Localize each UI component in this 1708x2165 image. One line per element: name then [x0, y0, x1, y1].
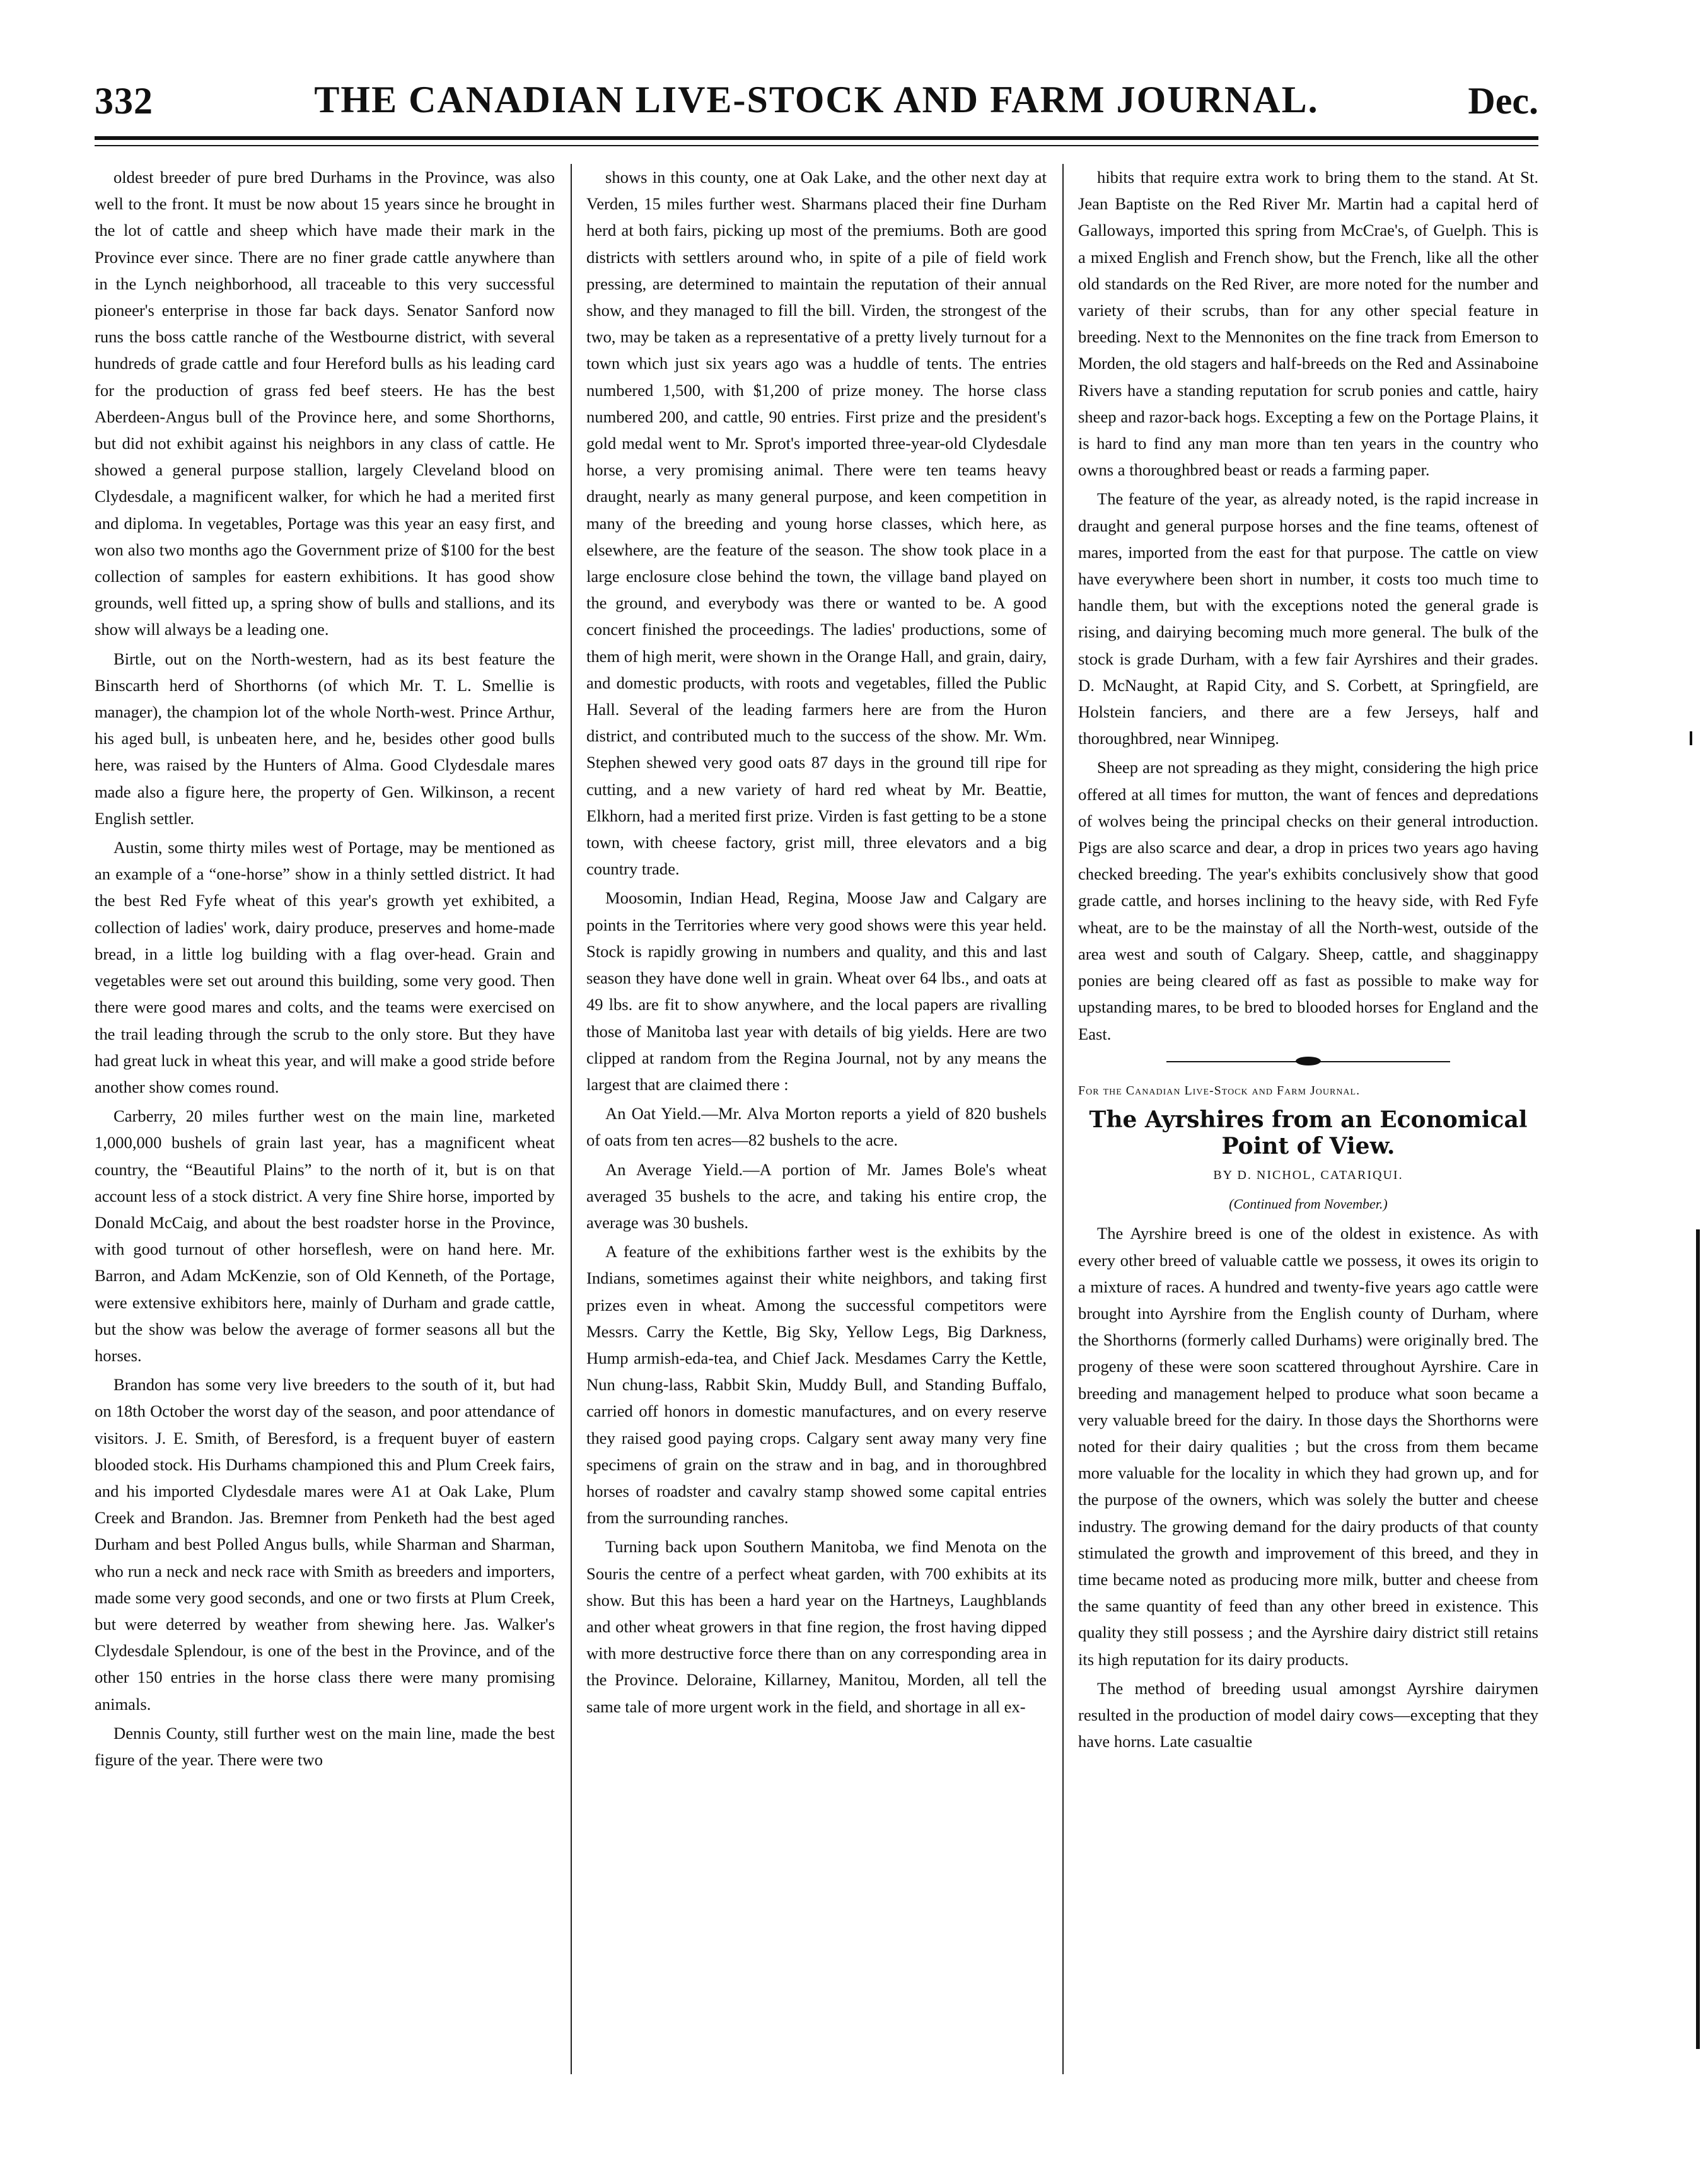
ornament	[1296, 1057, 1321, 1065]
paragraph: The method of breeding usual amongst Ayrshire dairymen resulted in the production of model dairy cows—excepting that they have horns. Late casualtie	[1078, 1678, 1538, 1751]
quoted-item: An Average Yield.—A portion of Mr. James Bole's wheat averaged 35 bushels to the acre, and taking his entire crop, the average was 30 bushels.	[586, 1159, 1047, 1232]
page-number: 332	[95, 80, 153, 122]
paragraph: Sheep are not spreading as they might, considering the high price offered at all times for mutton, the want of fences and depredations of wolves being the principal checks on their general introduction. Pigs are also scarce and dear, a drop in prices two years ago having checked breeding. The year's exhibits conclusively show that good grade cattle, and horses inclining to the heavy side, with Red Fyfe wheat, are to be the mainstay of all the North-west, outside of the area west and south of Calgary. Sheep, cattle, and shagginappy ponies are being cleared off as fast as possible to make way for upstanding mares, to be bred to blooded horses for England and the East.	[1078, 758, 1538, 1043]
page-header	[95, 76, 1538, 126]
paragraph: Carberry, 20 miles further west on the main line, marketed 1,000,000 bushels of grain last year, has a magnificent wheat country, the “Beautiful Plains” to the north of it, but is on that account less of a stock district. A very fine Shire horse, imported by Donald McCaig, and about the best roadster horse in the Province, with good turnout of other horseflesh, were on hand here. Mr. Barron, and Adam McKenzie, son of Old Kenneth, of the Portage, were extensive exhibitors here, mainly of Durham and grade cattle, but the show was below the average of former seasons all but the horses.	[95, 1106, 555, 1365]
paragraph: hibits that require extra work to bring them to the stand. At St. Jean Baptiste on the Red River Mr. Martin had a capital herd of Galloways, imported this spring from McCrae's, of Guelph. This is a mixed English and French show, but the French, like all the other old standards on the Red River, are more noted for the number and variety of their scrubs, than for any other special feature in breeding. Next to the Mennonites on the fine track from Emerson to Morden, the old stagers and half-breeds on the Red and Assinaboine Rivers have a standing reputation for scrub ponies and cattle, hairy sheep and razor-back hogs. Excepting a few on the Portage Plains, it is hard to find any man more than ten years in the country who owns a thoroughbred beast or reads a farming paper.	[1078, 168, 1538, 480]
paragraph: shows in this county, one at Oak Lake, and the other next day at Verden, 15 miles further west. Sharmans placed their fine Durham herd at both fairs, picking up most of the premiums. Both are good districts with settlers around who, in spite of a pile of field work pressing, are determined to maintain the reputation of their annual show, and they managed to fill the bill. Virden, the strongest of the two, may be taken as a representative of a pretty lively turnout for a town which just six years ago was a huddle of tents. The entries numbered 1,500, with $1,200 of prize money. The horse class numbered 200, and cattle, 90 entries. First prize and the president's gold medal went to Mr. Sprot's imported three-year-old Clydesdale horse, a very promising animal. There were ten teams heavy draught, nearly as many general purpose, and keen competition in many of the breeding and young horse classes, which here, as elsewhere, are the feature of the season. The show took place in a large enclosure close behind the town, the village band played on the ground, and everybody was there or wanted to be. A good concert finished the proceedings. The ladies' productions, some of them of high merit, were shown in the Orange Hall, and grain, dairy, and domestic products, with roots and vegetables, filled the Public Hall. Several of the leading farmers here are from the Huron district, and contributed much to the success of the show. Mr. Wm. Stephen shewed very good oats 87 days in the ground till ripe for cutting, and a new variety of hard red wheat by Mr. Beattie, Elkhorn, had a merited first prize. Virden is fast getting to be a stone town, with cheese factory, grist mill, three elevators and a big country trade.	[586, 168, 1047, 879]
article-byline: BY D. NICHOL, CATARIQUI.	[1213, 1168, 1403, 1182]
paragraph: Turning back upon Southern Manitoba, we find Menota on the Souris the centre of a perfect wheat garden, with 700 exhibits at its show. But this has been a hard year on the Hartneys, Laughblands and other wheat growers in that fine region, the frost having dipped with more destructive force there than on any corresponding area in the Province. Deloraine, Killarney, Manitou, Morden, all tell the same tale of more urgent work in the field, and shortage in all ex-	[586, 1537, 1047, 1716]
column-2	[586, 164, 1047, 1720]
paragraph: Birtle, out on the North-western, had as its best feature the Binscarth herd of Shorthorns (of which Mr. T. L. Smellie is manager), the champion lot of the whole North-west. Prince Arthur, his aged bull, is unbeaten here, and he, besides other good bulls here, was raised by the Hunters of Alma. Good Clydesdale mares made also a figure here, the property of Gen. Wilkinson, a recent English settler.	[95, 649, 555, 828]
paragraph: Dennis County, still further west on the main line, made the best figure of the year. There were two	[95, 1723, 555, 1769]
paragraph: Brandon has some very live breeders to the south of it, but had on 18th October the worst day of the season, and poor attendance of visitors. J. E. Smith, of Beresford, is a frequent buyer of eastern blooded stock. His Durhams championed this and Plum Creek fairs, and his imported Clydesdale mares were A1 at Oak Lake, Plum Creek and Brandon. Jas. Bremner from Penketh had the best aged Durham and best Polled Angus bulls, while Sharman and Sharman, who run a neck and neck race with Smith as breeders and importers, made some very good seconds, and one or two firsts at Plum Creek, but were deterred by weather from shewing here. Jas. Walker's Clydesdale Splendour, is one of the best in the Province, and of the other 150 entries in the horse class there were many promising animals.	[95, 1375, 555, 1714]
paragraph: A feature of the exhibitions farther west is the exhibits by the Indians, sometimes against their white neighbors, and taking first prizes even in wheat. Among the successful competitors were Messrs. Carry the Kettle, Big Sky, Yellow Legs, Big Darkness, Hump armish-eda-tea, and Chief Jack. Mesdames Carry the Kettle, Nun chung-lass, Rabbit Skin, Muddy Bull, and Standing Buffalo, carried off honors in domestic manufactures, and on every reserve they raised good paying crops. Calgary sent away many very fine specimens of grain on the straw and in bag, and in thoroughbred horses of roadster and cavalry stamp showed some capital entries from the surrounding ranches.	[586, 1242, 1047, 1528]
paragraph: Austin, some thirty miles west of Portage, may be mentioned as an example of a “one-horse” show in a thinly settled district. It had the best Red Fyfe wheat of this year's growth yet exhibited, a collection of ladies' work, dairy produce, preserves and home-made bread, in a little log building with a flag over-head. Grain and vegetables were set out around this building, some very good. Then there were good mares and colts, and the teams were exercised on the trail leading through the scrub to the only store. But they have had great luck in wheat this year, and will make a good stride before another show comes round.	[95, 838, 555, 1096]
article-title: The Ayrshires from an Economical Point of View.	[1089, 1106, 1528, 1159]
continued-note: (Continued from November.)	[1229, 1196, 1388, 1212]
section-separator	[1078, 1051, 1538, 1072]
header-rule-thin	[95, 145, 1538, 146]
header-rule-thick	[95, 136, 1538, 140]
paragraph: Moosomin, Indian Head, Regina, Moose Jaw and Calgary are points in the Territories where very good shows were this year held. Stock is rapidly growing in numbers and quality, and this and last season they have done well in grain. Wheat over 64 lbs., and oats at 49 lbs. are fit to show anywhere, and the local papers are rivalling those of Manitoba last year with details of big yields. Here are two clipped at random from the Regina Journal, not by any means the largest that are claimed there :	[586, 888, 1047, 1094]
quoted-item: An Oat Yield.—Mr. Alva Morton reports a yield of 820 bushels of oats from ten acres—82 bushels to the acre.	[586, 1104, 1047, 1150]
scan-edge-mark	[1690, 731, 1692, 745]
scan-edge-bar	[1696, 1229, 1700, 2049]
paragraph: The feature of the year, as already noted, is the rapid increase in draught and general purpose horses and the fine teams, oftenest of mares, imported from the east for that purpose. The cattle on view have everywhere been short in number, it costs too much time to handle them, but with the exceptions noted the general grade is rising, and dairying becoming much more general. The bulk of the stock is grade Durham, with a few fair Ayrshires and their grades. D. McNaught, at Rapid City, and S. Corbett, at Springfield, are Holstein fanciers, and there are a few Jerseys, half and thoroughbred, near Winnipeg.	[1078, 489, 1538, 748]
paragraph: The Ayrshire breed is one of the oldest in existence. As with every other breed of valuable cattle we possess, it owes its origin to a mixture of races. A hundred and twenty-five years ago cattle were brought into Ayrshire from the English county of Durham, where the Shorthorns (formerly called Durhams) were originally bred. The progeny of these were soon scattered throughout Ayrshire. Care in breeding and management helped to produce what soon became a very valuable breed for the dairy. In those days the Shorthorns were noted for their dairy qualities ; but the cross from them became more valuable for the locality in which they had grown up, and for the purpose of the owners, which was solely the butter and cheese industry. The growing demand for the dairy products of that county stimulated the growth and improvement of this breed, and they in time became noted as producing more milk, butter and cheese from the same quantity of feed than any other breed in existence. This quality they still possess ; and the Ayrshire dairy district still retains its high reputation for its dairy products.	[1078, 1224, 1538, 1669]
paragraph: oldest breeder of pure bred Durhams in the Province, was also well to the front. It must be now about 15 years since he brought in the lot of cattle and sheep which have made their mark in the Province ever since. There are no finer grade cattle anywhere than in the Lynch neighborhood, all traceable to this very successful pioneer's enterprise in those far back days. Senator Sanford now runs the boss cattle ranche of the Westbourne district, with several hundreds of grade cattle and four Hereford bulls as his leading card for the production of grass fed beef steers. He has the best Aberdeen-Angus bull of the Province here, and some Shorthorns, but did not exhibit against his neighbors in any class of cattle. He showed a general purpose stallion, largely Cleveland blood on Clydesdale, a magnificent walker, for which he had a merited first and diploma. In vegetables, Portage was this year an easy first, and won also two months ago the Government prize of $100 for the best collection of samples for eastern exhibitions. It has good show grounds, well fitted up, a spring show of bulls and stallions, and its show will always be a leading one.	[95, 168, 555, 639]
issue-month: Dec.	[1468, 80, 1538, 122]
column-divider	[571, 164, 572, 2074]
column-3	[1078, 164, 1538, 1755]
column-1	[95, 164, 555, 1773]
column-divider	[1062, 164, 1064, 2074]
journal-title: THE CANADIAN LIVE-STOCK AND FARM JOURNAL.	[314, 79, 1319, 120]
article-source: For the Canadian Live-Stock and Farm Journal.	[1078, 1083, 1361, 1098]
newspaper-page	[95, 76, 1538, 2112]
